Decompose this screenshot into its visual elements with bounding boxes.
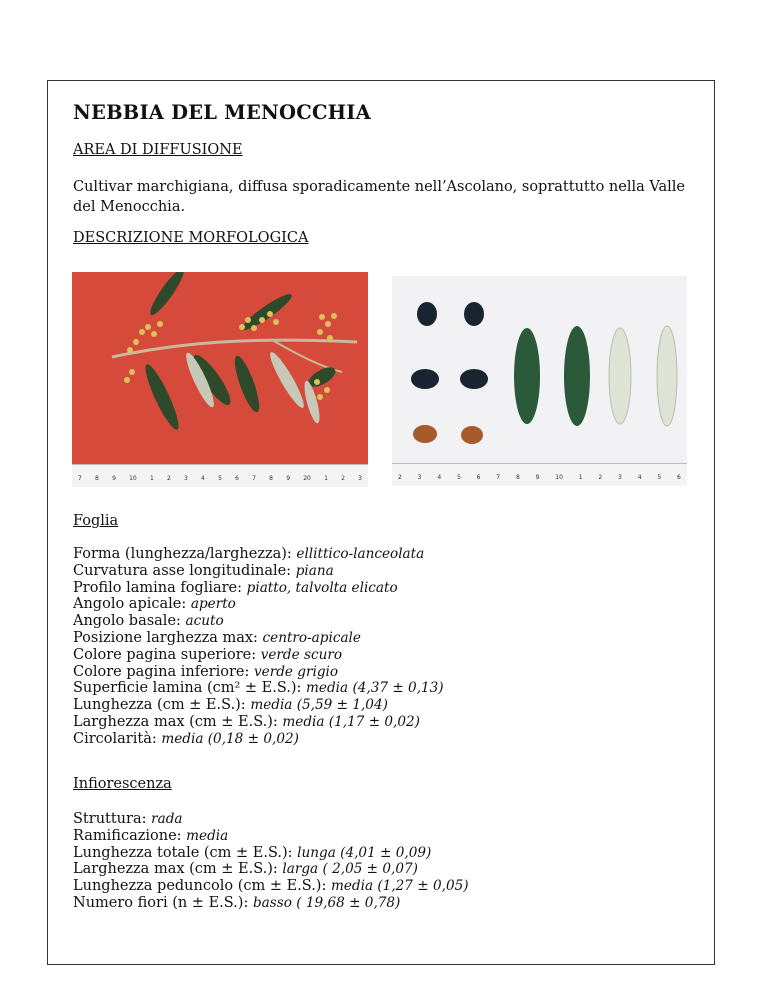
item-label: Ramificazione: [73, 827, 187, 844]
list-item [73, 664, 693, 681]
list-item [73, 878, 693, 895]
item-label: Struttura: [73, 811, 152, 827]
ruler-number: 7 [252, 475, 256, 482]
list-item [73, 580, 693, 597]
item-label: Angolo basale: [73, 613, 186, 630]
measurement-ruler [392, 463, 687, 486]
area-text: Cultivar marchigiana, diffusa sporadicamente nell’Ascolano, soprattutto nella Valle del Menocchia. [73, 179, 685, 215]
item-label: Posizione larghezza max: [73, 629, 263, 646]
ruler-number: 9 [535, 474, 540, 481]
item-value: larga ( 2,05 ± 0,07) [282, 861, 418, 878]
ruler-number: 7 [496, 474, 501, 481]
list-item [73, 731, 693, 748]
ruler-number: 5 [456, 474, 461, 481]
list-item [73, 861, 693, 878]
item-label: Lunghezza peduncolo (cm ± E.S.): [73, 878, 331, 895]
ruler-number: 2 [166, 475, 171, 482]
item-value: ellittico-lanceolata [296, 546, 425, 562]
branch-photo [72, 272, 368, 487]
item-label: Lunghezza totale (cm ± E.S.): [73, 844, 298, 861]
ruler-number: 1 [324, 475, 328, 482]
measurement-ruler [72, 464, 368, 487]
item-value: media (1,17 ± 0,02) [282, 713, 420, 730]
item-value: aperto [190, 596, 236, 613]
list-item [73, 596, 693, 613]
item-label: Numero fiori (n ± E.S.): [73, 894, 253, 911]
list-item [73, 546, 693, 563]
item-value: rada [151, 811, 183, 827]
ruler-number: 5 [657, 474, 662, 481]
ruler-number: 5 [218, 475, 222, 482]
item-value: verde grigio [253, 663, 339, 680]
descrizione-heading: DESCRIZIONE MORFOLOGICA [73, 230, 309, 246]
list-item [73, 563, 693, 580]
item-label: Colore pagina superiore: [73, 646, 261, 663]
olives-and-leaves-illustration [392, 276, 687, 464]
area-heading: AREA DI DIFFUSIONE [73, 142, 243, 158]
ruler-number: 7 [78, 475, 82, 482]
page-title: NEBBIA DEL MENOCCHIA [73, 101, 371, 124]
list-item [73, 613, 693, 630]
item-value: piana [295, 562, 334, 579]
olive-branch-illustration [72, 272, 368, 465]
list-item [73, 811, 693, 828]
ruler-number: 1 [578, 474, 583, 481]
item-value: verde scuro [260, 646, 343, 663]
item-label: Angolo apicale: [73, 596, 191, 613]
item-value: media (1,27 ± 0,05) [330, 878, 469, 895]
ruler-number: 9 [112, 475, 116, 482]
list-item [73, 845, 693, 862]
item-value: media (0,18 ± 0,02) [161, 730, 299, 747]
ruler-number: 6 [476, 474, 481, 481]
list-item [73, 647, 693, 664]
ruler-number: 2 [398, 474, 402, 481]
ruler-number: 2 [341, 475, 345, 482]
ruler-number: 3 [184, 475, 188, 482]
fruit-leaf-photo [392, 276, 687, 486]
list-item [73, 630, 693, 647]
item-value: basso ( 19,68 ± 0,78) [252, 894, 401, 911]
ruler-number: 20 [303, 475, 311, 482]
ruler-number: 8 [95, 475, 99, 482]
ruler-number: 4 [637, 474, 642, 481]
list-item [73, 680, 693, 697]
ruler-number: 8 [515, 474, 520, 481]
list-item [73, 697, 693, 714]
item-label: Superficie lamina (cm² ± E.S.): [73, 680, 307, 697]
ruler-number: 4 [201, 475, 205, 482]
ruler-number: 3 [618, 474, 622, 481]
item-label: Lunghezza (cm ± E.S.): [73, 697, 251, 714]
ruler-number: 9 [286, 475, 291, 482]
ruler-number: 6 [677, 474, 681, 481]
item-label: Larghezza max (cm ± E.S.): [73, 861, 283, 878]
item-value: media (5,59 ± 1,04) [250, 697, 388, 714]
item-value: centro-apicale [262, 629, 361, 646]
ruler-number: 10 [555, 474, 563, 481]
list-item [73, 714, 693, 731]
item-value: media [186, 827, 229, 844]
item-value: acuto [185, 613, 224, 630]
ruler-number: 10 [129, 475, 137, 482]
ruler-number: 6 [235, 475, 239, 482]
item-label: Circolarità: [73, 730, 162, 747]
ruler-number: 8 [269, 475, 273, 482]
item-value: lunga (4,01 ± 0,09) [297, 844, 432, 861]
infiorescenza-heading: Infiorescenza [73, 776, 172, 792]
item-label: Larghezza max (cm ± E.S.): [73, 713, 283, 730]
item-label: Curvatura asse longitudinale: [73, 562, 296, 579]
ruler-number: 2 [598, 474, 603, 481]
ruler-number: 4 [437, 474, 442, 481]
list-item [73, 828, 693, 845]
list-item [73, 895, 693, 912]
item-value: media (4,37 ± 0,13) [306, 680, 444, 697]
ruler-number: 3 [417, 474, 422, 481]
item-value: piatto, talvolta elicato [246, 579, 398, 596]
item-label: Colore pagina inferiore: [73, 663, 254, 680]
foglia-list [73, 546, 693, 748]
item-label: Forma (lunghezza/larghezza): [73, 546, 297, 562]
ruler-number: 3 [358, 475, 362, 482]
item-label: Profilo lamina fogliare: [73, 579, 247, 596]
ruler-number: 1 [149, 475, 154, 482]
foglia-heading: Foglia [73, 513, 119, 529]
infiorescenza-list [73, 811, 693, 912]
